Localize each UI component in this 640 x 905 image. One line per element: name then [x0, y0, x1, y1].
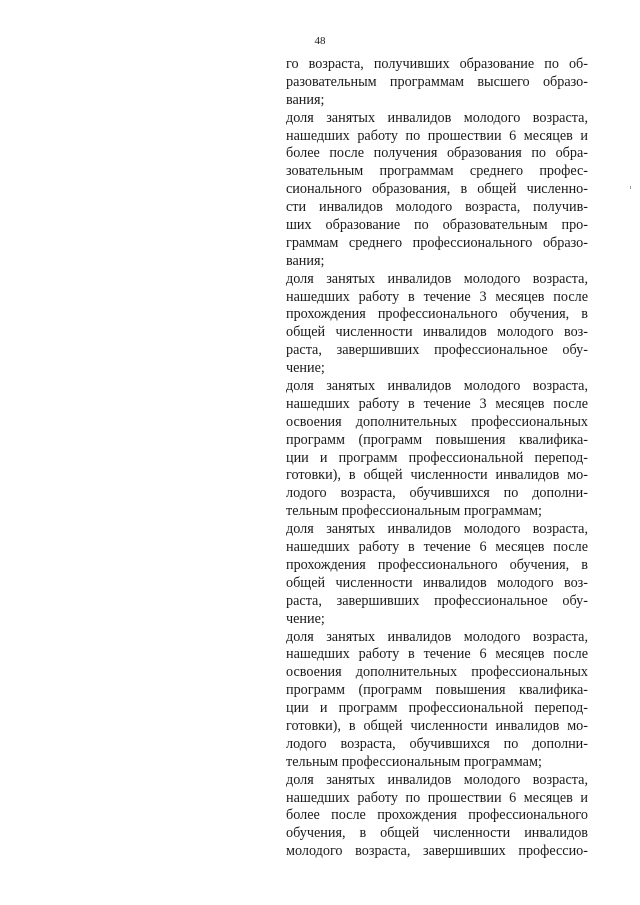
text-line: нашедших работу в течение 3 месяцев после — [286, 395, 588, 412]
text-line: разовательным программам высшего образо- — [286, 73, 588, 90]
text-line: го возраста, получивших образование по об- — [286, 56, 588, 72]
text-line: доля занятых инвалидов молодого возраста, — [286, 378, 588, 395]
text-line: нашедших работу в течение 6 месяцев после — [286, 646, 588, 663]
text-line: готовки), в общей численности инвалидов мо- — [286, 717, 588, 734]
text-line: прохождения профессионального обучения, в — [286, 556, 588, 573]
text-line: доля занятых инвалидов молодого возраста, — [286, 628, 588, 645]
text-line: доля занятых инвалидов молодого возраста, — [286, 521, 588, 538]
text-line: зовательным программам среднего профес- — [286, 163, 588, 180]
text-line: тельным профессиональным программам; — [286, 503, 542, 520]
text-line: ших образование по образовательным про- — [286, 217, 588, 234]
body-text-column — [286, 56, 588, 861]
text-line: освоения дополнительных профессиональных — [286, 664, 588, 681]
text-line: тельным профессиональным программам; — [286, 753, 542, 770]
text-line: более после прохождения профессионального — [286, 807, 588, 824]
text-line: общей численности инвалидов молодого воз- — [286, 574, 588, 591]
text-line: доля занятых инвалидов молодого возраста, — [286, 270, 588, 287]
page-number: 48 — [314, 35, 326, 47]
text-line: нашедших работу по прошествии 6 месяцев и — [286, 127, 588, 144]
text-line: общей численности инвалидов молодого воз- — [286, 324, 588, 341]
text-line: сти инвалидов молодого возраста, получив- — [286, 199, 588, 216]
text-line: чение; — [286, 360, 325, 377]
text-line: раста, завершивших профессиональное обу- — [286, 592, 588, 609]
text-line: сионального образования, в общей численно- — [286, 181, 588, 198]
text-line: обучения, в общей численности инвалидов — [286, 825, 588, 842]
text-line: вания; — [286, 252, 325, 269]
text-line: программ (программ повышения квалифика- — [286, 682, 588, 699]
text-line: раста, завершивших профессиональное обу- — [286, 342, 588, 359]
text-line: нашедших работу по прошествии 6 месяцев и — [286, 789, 588, 806]
text-line: освоения дополнительных профессиональных — [286, 413, 588, 430]
text-line: программ (программ повышения квалифика- — [286, 431, 588, 448]
text-line: прохождения профессионального обучения, в — [286, 306, 588, 323]
text-line: доля занятых инвалидов молодого возраста, — [286, 771, 588, 788]
text-line: готовки), в общей численности инвалидов мо- — [286, 467, 588, 484]
text-line: нашедших работу в течение 6 месяцев после — [286, 539, 588, 556]
text-line: ции и программ профессиональной перепод- — [286, 449, 588, 466]
text-line: молодого возраста, завершивших профессио- — [286, 843, 588, 860]
margin-mark — [630, 186, 631, 189]
text-line: более после получения образования по обра- — [286, 145, 588, 162]
text-line: вания; — [286, 91, 325, 108]
text-line: ции и программ профессиональной перепод- — [286, 700, 588, 717]
text-line: доля занятых инвалидов молодого возраста, — [286, 109, 588, 126]
text-line: чение; — [286, 610, 325, 627]
text-line: граммам среднего профессионального образо- — [286, 234, 588, 251]
text-line: лодого возраста, обучившихся по дополни- — [286, 485, 588, 502]
text-line: нашедших работу в течение 3 месяцев после — [286, 288, 588, 305]
text-line: лодого возраста, обучившихся по дополни- — [286, 735, 588, 752]
